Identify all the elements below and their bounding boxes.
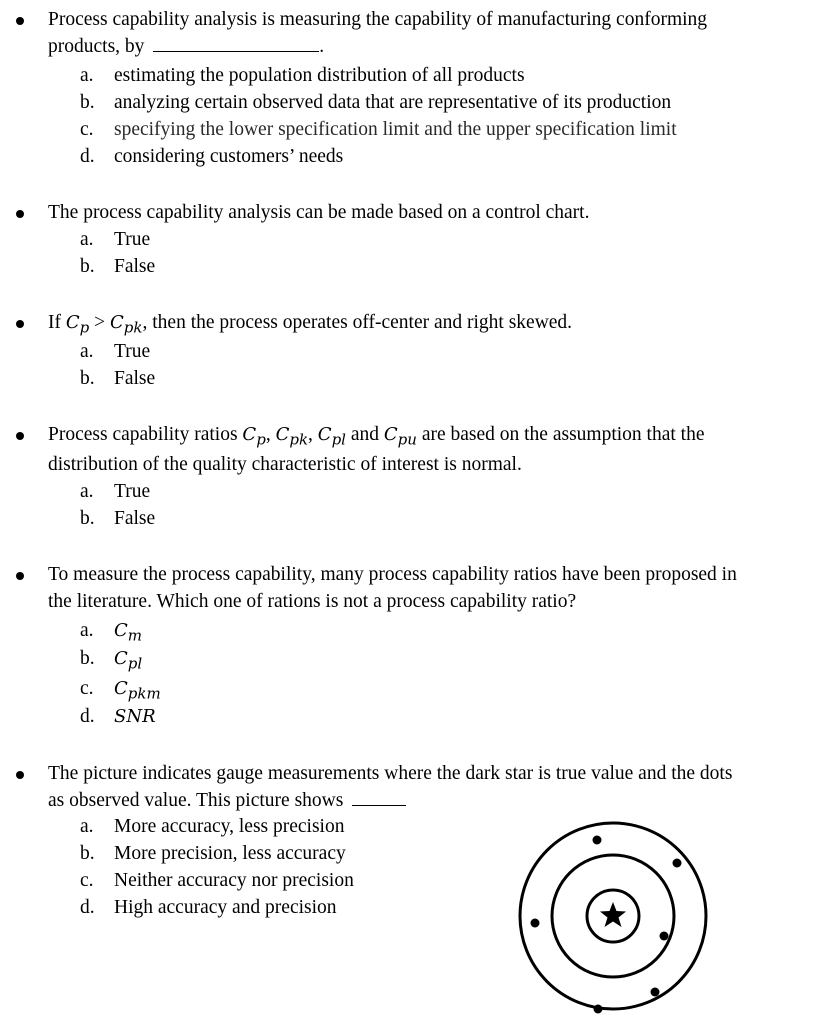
option-c[interactable] [80,677,161,706]
option-label: d. [80,146,95,167]
math-operator: > [94,312,106,333]
math-sub: m [127,626,143,645]
option-b[interactable] [80,367,155,391]
option-a[interactable] [80,815,344,839]
option-b[interactable] [80,91,671,115]
option-text: considering customers’ needs [114,146,344,167]
answer-blank[interactable] [352,789,406,806]
observation-dot [651,988,660,997]
option-label: a. [80,816,94,837]
math-cpk: $C_{pk}$ [275,424,309,449]
option-a[interactable] [80,64,525,88]
option-text: True [114,481,151,502]
option-b[interactable] [80,842,346,866]
option-text: estimating the population distribution of all products [114,65,525,86]
question-text [48,311,572,340]
question-text-part: as observed value. This picture shows [48,790,344,811]
option-b[interactable] [80,647,142,676]
option-a[interactable] [80,619,142,648]
question-text [48,789,406,813]
option-c[interactable] [80,118,677,142]
math-sub: pl [127,654,143,673]
option-label: c. [80,870,94,891]
option-d[interactable] [80,145,343,169]
question-text: To measure the process capability, many process capability ratios have been proposed in [48,564,737,585]
option-label: c. [80,678,94,699]
option-label: a. [80,341,94,362]
option-text: $C_m$ [114,620,143,645]
option-a[interactable] [80,228,150,252]
question-text-part: Process capability ratios [48,424,238,445]
math-sub: pkm [127,684,161,703]
bullet-icon [16,572,24,580]
star-icon [600,902,626,927]
option-text: More accuracy, less precision [114,816,345,837]
option-label: b. [80,368,95,389]
option-text: False [114,256,156,277]
option-label: b. [80,648,95,669]
option-label: b. [80,508,95,529]
option-text: specifying the lower specification limit and the upper specification limit [114,119,677,140]
option-b[interactable] [80,255,155,279]
option-text: False [114,508,156,529]
option-text: $C_{pl}$ [114,648,143,673]
observation-dot [660,932,669,941]
math-cpl: $C_{pl}$ [317,424,346,449]
math-cpk [110,312,143,337]
math-cp [65,312,90,337]
option-a[interactable] [80,340,150,364]
question-text-part: then the process operates off-center and right skewed. [152,312,573,333]
option-text: SNR [114,706,156,727]
answer-blank[interactable] [153,35,319,52]
option-label: b. [80,256,95,277]
option-text: $C_{pkm}$ [114,678,161,703]
bullet-icon [16,320,24,328]
option-a[interactable] [80,480,150,504]
math-cp: $C_p$ [242,424,266,449]
option-b[interactable] [80,507,155,531]
option-label: d. [80,897,95,918]
observation-dot [594,1005,603,1014]
question-text: The process capability analysis can be made based on a control chart. [48,202,590,223]
math-var: C [110,312,124,333]
question-text: distribution of the quality characteristic of interest is normal. [48,454,522,475]
question-text: The picture indicates gauge measurements where the dark star is true value and the dots [48,763,733,784]
math-comma: , [142,312,148,333]
option-text: True [114,229,151,250]
bullet-icon [16,432,24,440]
option-label: a. [80,481,94,502]
observation-dot [673,859,682,868]
question-text-part: products, by [48,36,145,57]
option-text: analyzing certain observed data that are representative of its production [114,92,672,113]
option-label: d. [80,706,95,727]
question-text: Process capability analysis is measuring the capability of manufacturing conforming [48,9,708,30]
option-label: b. [80,92,95,113]
target-diagram [505,814,721,1024]
bullet-icon [16,210,24,218]
question-text-part: and [350,424,380,445]
option-label: a. [80,620,94,641]
option-d[interactable] [80,896,337,920]
option-label: a. [80,229,94,250]
math-sub: p [79,318,90,337]
observation-dot [531,919,540,928]
option-text: More precision, less accuracy [114,843,346,864]
question-text: Process capability ratios $C_p$, $C_{pk}$, $C_{pl}$ and $C_{pu}$ are based on the assumption that the [48,424,705,449]
option-label: a. [80,65,94,86]
bullet-icon [16,17,24,25]
question-text-part: are based on the assumption that the [421,424,705,445]
math-var: C [65,312,80,333]
question-text [48,35,324,59]
option-label: c. [80,119,94,140]
option-text: True [114,341,151,362]
question-text-part: If [48,312,61,333]
option-d[interactable] [80,705,156,729]
question-text: the literature. Which one of rations is not a process capability ratio? [48,591,577,612]
option-text: False [114,368,156,389]
option-c[interactable] [80,869,354,893]
option-text: Neither accuracy nor precision [114,870,354,891]
period: . [319,36,325,57]
bullet-icon [16,771,24,779]
option-label: b. [80,843,95,864]
math-cpu: $C_{pu}$ [383,424,417,449]
math-sub: pk [123,318,143,337]
option-text: High accuracy and precision [114,897,337,918]
observation-dot [593,836,602,845]
